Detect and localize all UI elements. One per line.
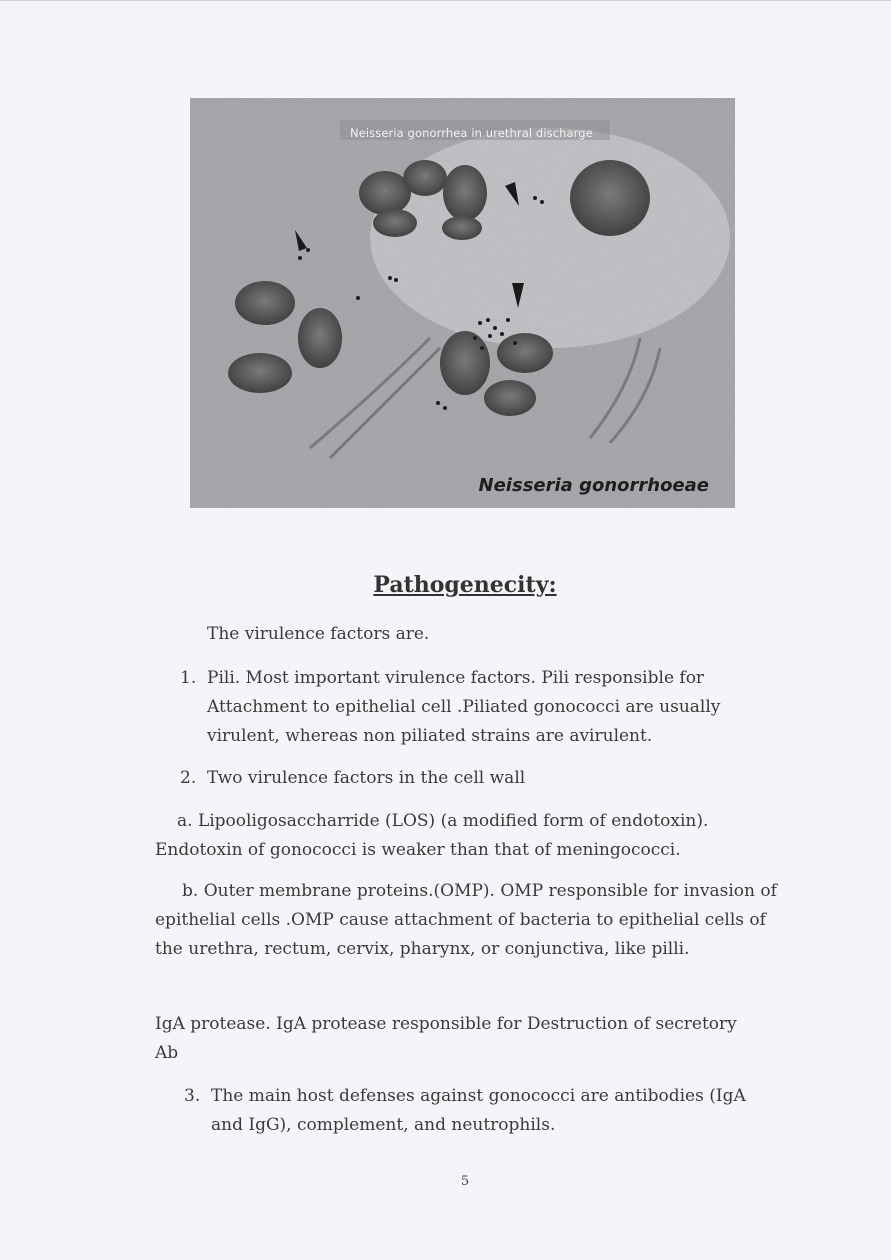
list-item-1: Pili. Most important virulence factors. Pili responsible for Attachment to epithelial cell .Piliated gonococci are usually virulent, whereas non piliated strains are avirulent. — [207, 668, 721, 746]
iga-paragraph: IgA protease. IgA protease responsible for Destruction of secretory Ab — [155, 1014, 737, 1063]
list-number-3: 3. — [184, 1086, 201, 1106]
figure-caption-bottom: Neisseria gonorrhoeae — [478, 475, 709, 496]
section-heading: Pathogenecity: — [373, 572, 557, 598]
list-item-3: The main host defenses against gonococci are antibodies (IgA and IgG), complement, and neutrophils. — [211, 1086, 746, 1135]
figure-caption-top: Neisseria gonorrhea in urethral discharge — [350, 126, 593, 140]
list-item-2: Two virulence factors in the cell wall — [207, 768, 526, 788]
list-number-2: 2. — [180, 768, 197, 788]
micrograph-figure — [190, 98, 735, 508]
page-number: 5 — [460, 1174, 470, 1189]
micrograph-illustration — [190, 98, 735, 508]
scan-edge-line — [0, 0, 891, 1]
list-number-1: 1. — [180, 668, 197, 688]
intro-paragraph: The virulence factors are. — [207, 624, 430, 644]
sub-item-a: a. Lipooligosaccharride (LOS) (a modified form of endotoxin). Endotoxin of gonococci is weaker than that of meningococci. — [155, 811, 709, 860]
sub-item-b: b. Outer membrane proteins.(OMP). OMP responsible for invasion of epithelial cells .OMP cause attachment of bacteria to epithelial cells of the urethra, rectum, cervix, pharynx, or conjunctiva, like pilli. — [155, 881, 777, 959]
